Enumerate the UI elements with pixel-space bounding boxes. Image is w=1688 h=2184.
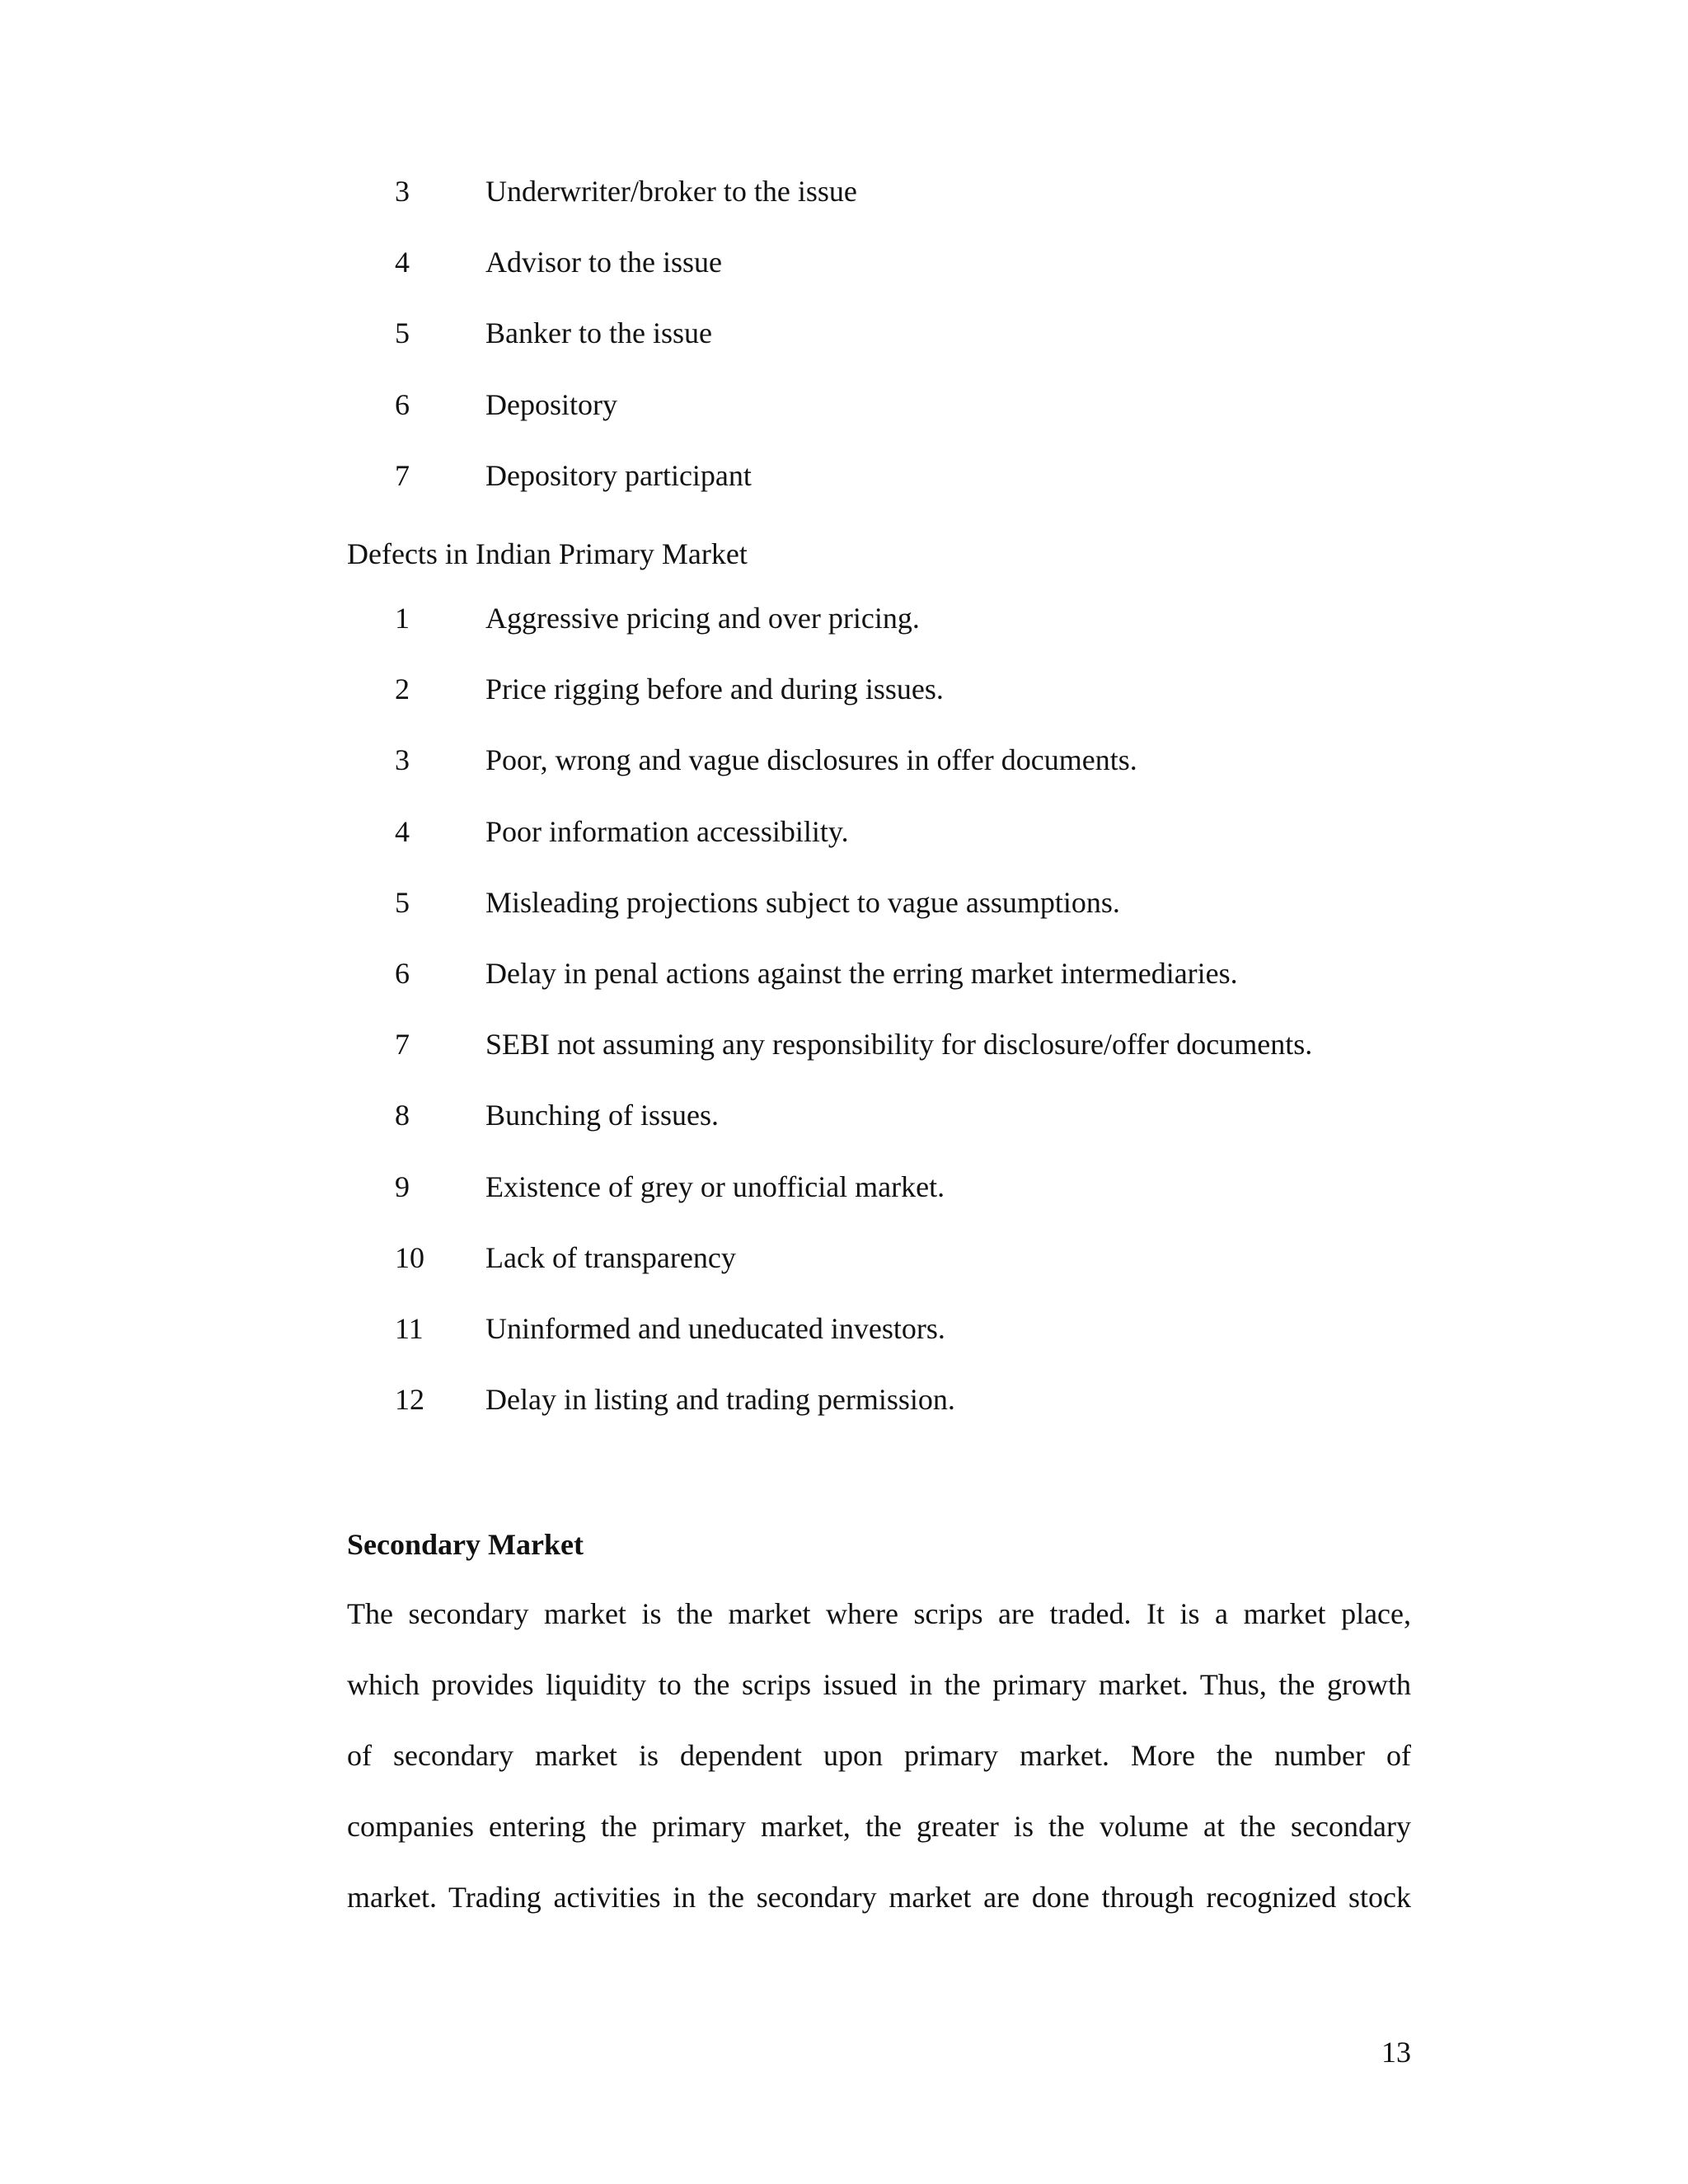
item-number: 3: [395, 175, 410, 208]
item-number: 5: [395, 885, 410, 919]
item-number: 4: [395, 814, 410, 848]
list-item: [0, 742, 1688, 813]
item-number: 6: [395, 387, 410, 421]
item-number: 7: [395, 458, 410, 492]
item-text: Misleading projections subject to vague assumptions.: [485, 885, 1120, 919]
list-item: [0, 1026, 1688, 1097]
list-item: [0, 884, 1688, 955]
item-text: Lack of transparency: [485, 1240, 736, 1274]
list-item: [0, 244, 1688, 315]
list-item: [0, 600, 1688, 671]
item-number: 1: [395, 602, 410, 635]
item-text: Underwriter/broker to the issue: [485, 175, 857, 208]
defects-list: [0, 600, 1688, 1452]
list-item: [0, 1381, 1688, 1452]
item-text: Delay in penal actions against the erring market intermediaries.: [485, 956, 1238, 990]
item-number: 8: [395, 1099, 410, 1132]
item-number: 7: [395, 1028, 410, 1062]
item-number: 9: [395, 1169, 410, 1203]
list-item: [0, 173, 1688, 244]
list-item: [0, 1240, 1688, 1310]
list-item: [0, 387, 1688, 457]
paragraph-line: companies entering the primary market, the greater is the volume at the secondary: [347, 1810, 1411, 1843]
secondary-market-paragraph: [347, 1596, 1411, 1950]
item-text: Banker to the issue: [485, 316, 712, 350]
list-item: [0, 1310, 1688, 1381]
list-item: [0, 955, 1688, 1026]
paragraph-line: market. Trading activities in the secondary market are done through recognized stock: [347, 1881, 1411, 1914]
item-number: 12: [395, 1383, 424, 1417]
list-item: [0, 1097, 1688, 1168]
item-number: 6: [395, 956, 410, 990]
list-item: [0, 671, 1688, 742]
paragraph-line: of secondary market is dependent upon primary market. More the number of: [347, 1739, 1411, 1772]
item-text: Depository: [485, 387, 617, 421]
item-text: SEBI not assuming any responsibility for disclosure/offer documents.: [485, 1028, 1313, 1062]
list-item: [0, 457, 1688, 528]
item-number: 2: [395, 673, 410, 706]
item-text: Poor, wrong and vague disclosures in offer documents.: [485, 743, 1137, 777]
list-item: [0, 1169, 1688, 1240]
item-number: 5: [395, 316, 410, 350]
page-number: 13: [1381, 2036, 1411, 2069]
item-text: Poor information accessibility.: [485, 814, 849, 848]
paragraph-line: which provides liquidity to the scrips issued in the primary market. Thus, the growth: [347, 1668, 1411, 1701]
item-text: Delay in listing and trading permission.: [485, 1383, 955, 1417]
item-text: Uninformed and uneducated investors.: [485, 1311, 945, 1345]
paragraph-line: The secondary market is the market where scrips are traded. It is a market place,: [347, 1597, 1411, 1630]
list-item: [0, 813, 1688, 884]
item-text: Bunching of issues.: [485, 1099, 719, 1132]
item-text: Price rigging before and during issues.: [485, 673, 944, 706]
item-text: Aggressive pricing and over pricing.: [485, 602, 920, 635]
item-number: 4: [395, 246, 410, 279]
item-number: 10: [395, 1240, 424, 1274]
item-number: 11: [395, 1311, 424, 1345]
item-number: 3: [395, 743, 410, 777]
list-item: [0, 315, 1688, 386]
item-text: Existence of grey or unofficial market.: [485, 1169, 945, 1203]
participants-list: [0, 173, 1688, 528]
item-text: Advisor to the issue: [485, 246, 722, 279]
defects-heading: Defects in Indian Primary Market: [347, 537, 748, 570]
section-heading: Secondary Market: [347, 1528, 584, 1561]
item-text: Depository participant: [485, 458, 752, 492]
